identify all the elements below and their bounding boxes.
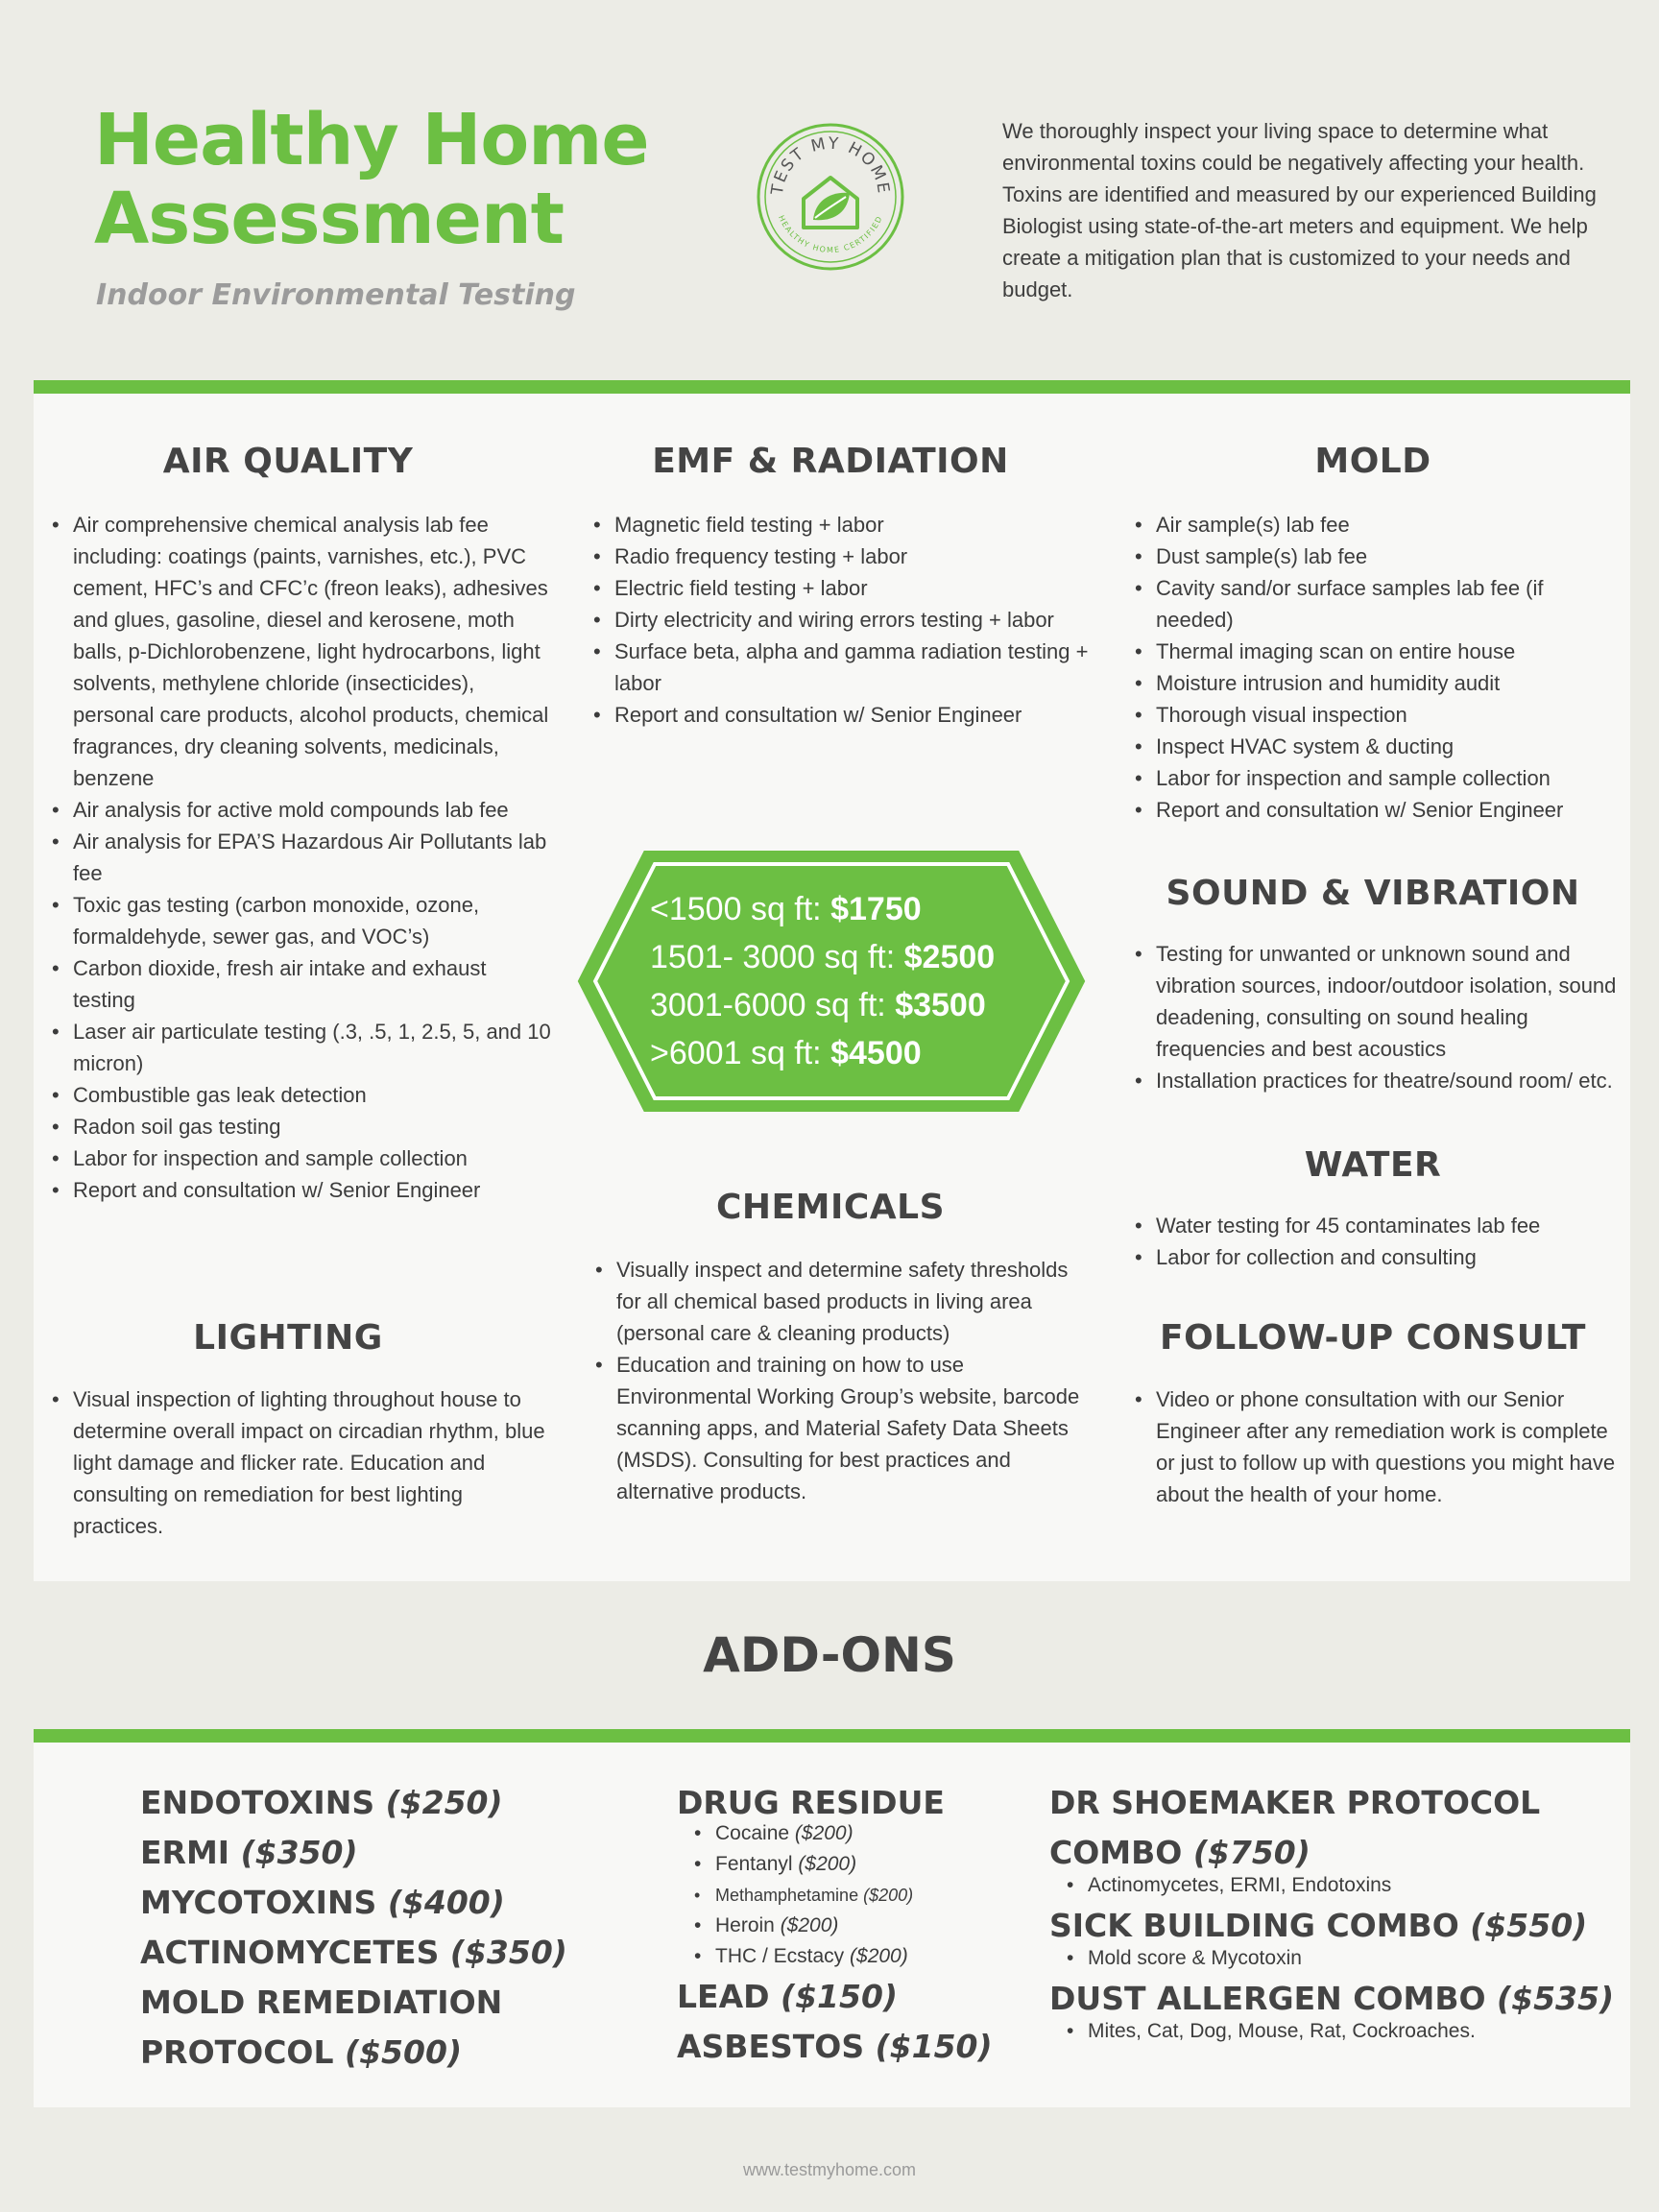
price-row: <1500 sq ft: $1750 xyxy=(650,891,922,927)
list-item: • Air comprehensive chemical analysis lab fee including: coatings (paints, varnishes, etc.), PVC cement, HFC’s and CFC’c (freon leaks), adhesives and glues, gasoline, diesel and kerosene, moth balls, p-Dichlorobenzene, light hydrocarbons, light solvents, methylene chloride (insecticides), personal care products, alcohol products, chemical fragrances, dry cleaning solvents, medicinals, benzene xyxy=(50,509,554,794)
shoemaker-list xyxy=(1049,1870,1614,1901)
water-heading: WATER xyxy=(1304,1145,1442,1185)
list-item: • Mold score & Mycotoxin xyxy=(1049,1943,1614,1974)
list-item: • Dust sample(s) lab fee xyxy=(1133,541,1623,572)
title-line-2: Assessment xyxy=(94,178,564,260)
list-item: • Heroin ($200) xyxy=(677,1911,993,1941)
lighting-list xyxy=(50,1383,554,1542)
list-item: • Air analysis for active mold compounds lab fee xyxy=(50,794,554,826)
list-item: • Water testing for 45 contaminates lab fee xyxy=(1133,1210,1623,1241)
addons-column-3 xyxy=(1049,1778,1614,2047)
page-subtitle: Indoor Environmental Testing xyxy=(96,278,576,312)
addons-column-2 xyxy=(677,1778,993,2072)
mold-list xyxy=(1133,509,1623,826)
list-item: • Surface beta, alpha and gamma radiation testing + labor xyxy=(591,636,1091,699)
list-item: • Cocaine ($200) xyxy=(677,1818,993,1849)
addon-item: ENDOTOXINS ($250) xyxy=(140,1784,503,1821)
list-item: • Air sample(s) lab fee xyxy=(1133,509,1623,541)
air-quality-heading: AIR QUALITY xyxy=(162,442,414,481)
addon-item: DUST ALLERGEN COMBO ($535) xyxy=(1049,1980,1615,2017)
list-item: • Labor for inspection and sample collection xyxy=(1133,762,1623,794)
list-item: • Electric field testing + labor xyxy=(591,572,1091,604)
list-item: • Thermal imaging scan on entire house xyxy=(1133,636,1623,667)
list-item: • Visual inspection of lighting throughout house to determine overall impact on circadian rhythm, blue light damage and flicker rate. Education and consulting on remediation for best lighting practices. xyxy=(50,1383,554,1542)
list-item: • Inspect HVAC system & ducting xyxy=(1133,731,1623,762)
water-list xyxy=(1133,1210,1623,1273)
dust-allergen-list xyxy=(1049,2016,1614,2047)
list-item: • Dirty electricity and wiring errors testing + labor xyxy=(591,604,1091,636)
logo-bottom-text: HEALTHY HOME CERTIFIED xyxy=(776,213,885,255)
list-item: • Air analysis for EPA’S Hazardous Air Pollutants lab fee xyxy=(50,826,554,889)
price-row: >6001 sq ft: $4500 xyxy=(650,1035,922,1071)
list-item: • Actinomycetes, ERMI, Endotoxins xyxy=(1049,1870,1614,1901)
list-item: • Visually inspect and determine safety thresholds for all chemical based products in living area (personal care & cleaning products) xyxy=(593,1254,1093,1349)
list-item: • Radio frequency testing + labor xyxy=(591,541,1091,572)
list-item: • Laser air particulate testing (.3, .5, 1, 2.5, 5, and 10 micron) xyxy=(50,1016,554,1079)
list-item: • Radon soil gas testing xyxy=(50,1111,554,1142)
list-item: • Report and consultation w/ Senior Engineer xyxy=(1133,794,1623,826)
emf-list xyxy=(591,509,1091,731)
list-item: • Combustible gas leak detection xyxy=(50,1079,554,1111)
list-item: • Carbon dioxide, fresh air intake and exhaust testing xyxy=(50,952,554,1016)
drug-residue-list xyxy=(677,1818,993,1972)
title-line-1: Healthy Home xyxy=(94,99,649,181)
list-item: • Education and training on how to use Environmental Working Group’s website, barcode scanning apps, and Material Safety Data Sheets (MSDS). Consulting for best practices and alternative products. xyxy=(593,1349,1093,1507)
pricing-lines xyxy=(650,885,1053,1077)
list-item: • Installation practices for theatre/sound room/ etc. xyxy=(1133,1065,1623,1096)
list-item: • Fentanyl ($200) xyxy=(677,1849,993,1880)
addons-heading: ADD-ONS xyxy=(703,1627,956,1683)
svg-text:HEALTHY HOME CERTIFIED xyxy=(777,214,884,254)
mold-heading: MOLD xyxy=(1314,442,1431,481)
followup-heading: FOLLOW-UP CONSULT xyxy=(1160,1318,1586,1358)
logo-top-text: TEST MY HOME xyxy=(767,133,894,197)
list-item: • Mites, Cat, Dog, Mouse, Rat, Cockroaches. xyxy=(1049,2016,1614,2047)
drug-residue-heading: DRUG RESIDUE xyxy=(677,1784,945,1821)
addon-item: ERMI ($350) xyxy=(140,1834,358,1871)
list-item: • Magnetic field testing + labor xyxy=(591,509,1091,541)
test-my-home-logo xyxy=(754,120,907,274)
list-item: • Thorough visual inspection xyxy=(1133,699,1623,731)
sick-building-list xyxy=(1049,1943,1614,1974)
intro-paragraph: We thoroughly inspect your living space to determine what environmental toxins could be negatively affecting your health. Toxins are identified and measured by our experienced Building Biologist using state-of-the-art meters and equipment. We help create a mitigation plan that is customized to your needs and budget. xyxy=(1002,119,1597,301)
list-item: • Moisture intrusion and humidity audit xyxy=(1133,667,1623,699)
addons-column-1 xyxy=(140,1778,567,2078)
addon-item: ACTINOMYCETES ($350) xyxy=(140,1934,567,1971)
list-item: • Video or phone consultation with our Senior Engineer after any remediation work is complete or just to follow up with questions you might have about the health of your home. xyxy=(1133,1383,1623,1510)
addon-item: MYCOTOXINS ($400) xyxy=(140,1884,505,1921)
addon-item: LEAD ($150) xyxy=(677,1978,899,2015)
page-title xyxy=(94,101,689,258)
followup-list xyxy=(1133,1383,1623,1510)
addon-item: ASBESTOS ($150) xyxy=(677,2028,993,2065)
svg-text:TEST MY HOME xyxy=(768,134,894,198)
list-item: • Report and consultation w/ Senior Engineer xyxy=(591,699,1091,731)
addon-item: PROTOCOL ($500) xyxy=(140,2033,463,2071)
addons-divider xyxy=(34,1729,1630,1743)
list-item: • Cavity sand/or surface samples lab fee (if needed) xyxy=(1133,572,1623,636)
addon-item: SICK BUILDING COMBO ($550) xyxy=(1049,1907,1588,1944)
emf-heading: EMF & RADIATION xyxy=(652,442,1009,481)
list-item: • Labor for collection and consulting xyxy=(1133,1241,1623,1273)
list-item: • Methamphetamine ($200) xyxy=(677,1880,993,1911)
addon-item: COMBO ($750) xyxy=(1049,1834,1310,1871)
top-divider xyxy=(34,380,1630,394)
sound-list xyxy=(1133,938,1623,1096)
list-item: • Testing for unwanted or unknown sound and vibration sources, indoor/outdoor isolation, sound deadening, consulting on sound healing frequencies and best acoustics xyxy=(1133,938,1623,1065)
air-quality-list xyxy=(50,509,554,1206)
list-item: • Report and consultation w/ Senior Engineer xyxy=(50,1174,554,1206)
addon-item: MOLD REMEDIATION xyxy=(140,1984,503,2021)
chemicals-heading: CHEMICALS xyxy=(715,1188,945,1227)
list-item: • Toxic gas testing (carbon monoxide, ozone, formaldehyde, sewer gas, and VOC’s) xyxy=(50,889,554,952)
list-item: • Labor for inspection and sample collection xyxy=(50,1142,554,1174)
footer-url[interactable]: www.testmyhome.com xyxy=(742,2160,917,2179)
shoemaker-heading: DR SHOEMAKER PROTOCOL xyxy=(1049,1784,1541,1821)
list-item: • THC / Ecstacy ($200) xyxy=(677,1941,993,1972)
price-row: 1501- 3000 sq ft: $2500 xyxy=(650,939,996,975)
sound-heading: SOUND & VIBRATION xyxy=(1166,874,1580,913)
price-row: 3001-6000 sq ft: $3500 xyxy=(650,987,986,1023)
lighting-heading: LIGHTING xyxy=(193,1318,383,1358)
chemicals-list xyxy=(593,1254,1093,1507)
header xyxy=(0,0,1659,379)
